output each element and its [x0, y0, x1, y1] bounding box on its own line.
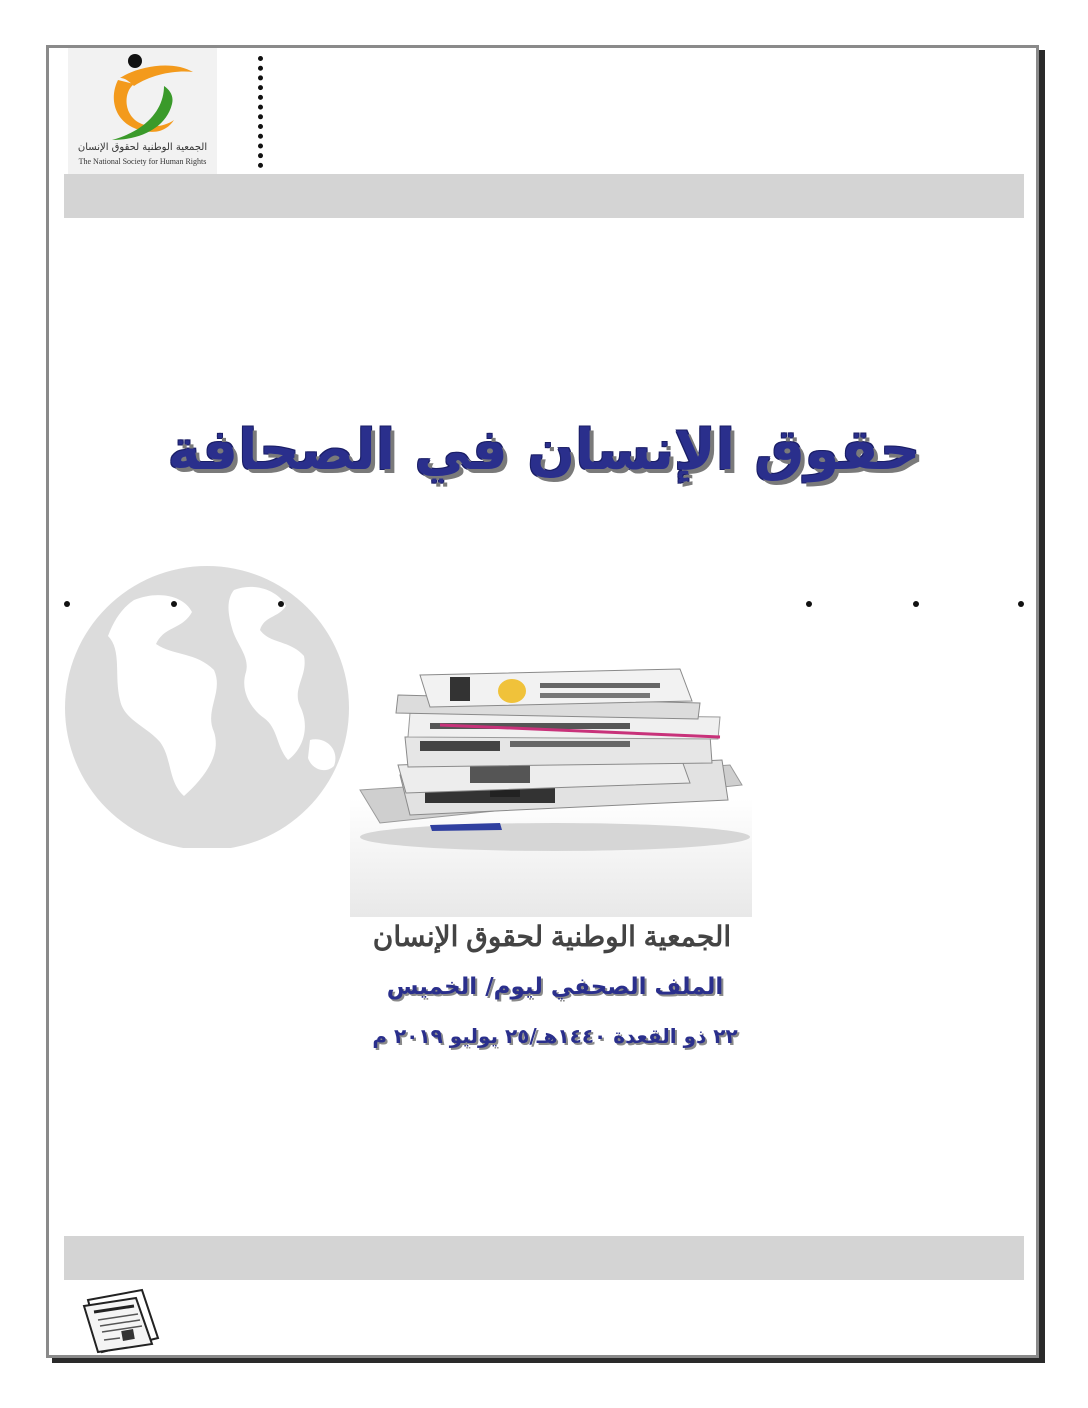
- date-line: ٢٢ ذو القعدة ١٤٤٠هـ/٢٥ يوليو ٢٠١٩ م: [372, 1024, 738, 1048]
- bullet-dot: [806, 601, 812, 607]
- newspaper-icon: [80, 1286, 162, 1356]
- dotted-divider: [258, 56, 263, 168]
- logo-emblem-icon: [68, 48, 217, 148]
- logo-english-name: The National Society for Human Rights: [78, 157, 207, 166]
- bullet-dot: [913, 601, 919, 607]
- globe-icon: [64, 560, 364, 860]
- press-file-subtitle: الملف الصحفي ليوم/ الخميس: [386, 974, 724, 1000]
- page-title: حقوق الإنسان في الصحافة: [167, 418, 921, 483]
- footer-band: [64, 1236, 1024, 1280]
- logo-arabic-name: الجمعية الوطنية لحقوق الإنسان: [77, 142, 208, 153]
- organization-name: الجمعية الوطنية لحقوق الإنسان: [372, 921, 732, 952]
- bullet-dot: [1018, 601, 1024, 607]
- header-band: [64, 174, 1024, 218]
- organization-logo: [68, 48, 217, 176]
- bullet-dot: [64, 601, 70, 607]
- newspaper-stack-image: [350, 655, 752, 917]
- bullet-dot: [171, 601, 177, 607]
- bullet-dot: [278, 601, 284, 607]
